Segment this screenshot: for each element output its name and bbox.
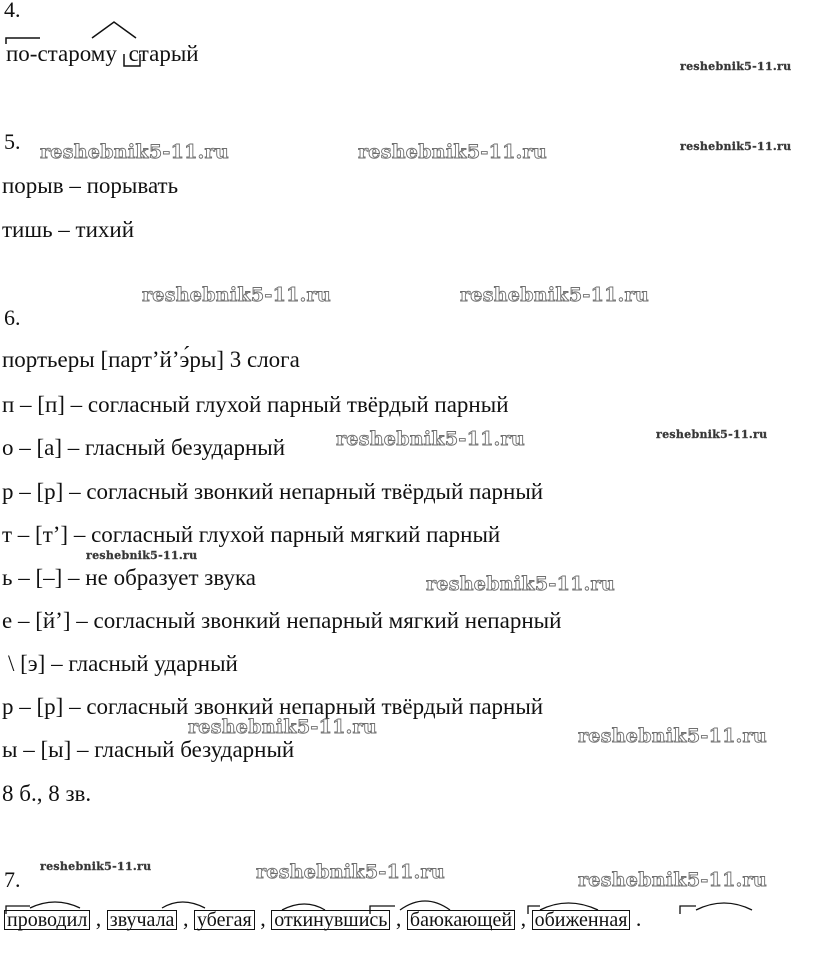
section-6-number: 6. bbox=[4, 305, 21, 330]
section-7-words bbox=[4, 905, 641, 933]
section-6-heading: портьеры [парт’й’э́ры] 3 слога bbox=[2, 347, 300, 372]
separator: , bbox=[520, 906, 527, 931]
separator: , bbox=[182, 906, 189, 931]
word-2: звучала bbox=[107, 910, 178, 930]
watermark: reshebnik5-11.ru bbox=[578, 869, 767, 891]
watermark: reshebnik5-11.ru bbox=[188, 716, 377, 738]
phoneme-line-5: ь – [–] – не образует звука bbox=[2, 565, 256, 590]
watermark: reshebnik5-11.ru bbox=[578, 725, 767, 747]
phoneme-line-8: р – [р] – согласный звонкий непарный твёрдый парный bbox=[2, 694, 544, 719]
watermark: reshebnik5-11.ru bbox=[460, 284, 649, 306]
sentence-end: . bbox=[635, 906, 642, 931]
watermark: reshebnik5-11.ru bbox=[142, 284, 331, 306]
watermark: reshebnik5-11.ru bbox=[40, 141, 229, 163]
watermark: reshebnik5-11.ru bbox=[358, 141, 547, 163]
section-5-number: 5. bbox=[4, 129, 21, 154]
separator: , bbox=[260, 906, 266, 931]
phoneme-summary: 8 б., 8 зв. bbox=[2, 781, 92, 806]
separator: , bbox=[95, 906, 102, 931]
section-5-line-2: тишь – тихий bbox=[2, 217, 135, 242]
word-3: убегая bbox=[194, 910, 255, 930]
prefix-mark bbox=[6, 38, 40, 44]
separator: , bbox=[395, 906, 402, 931]
watermark: reshebnik5-11.ru bbox=[656, 428, 768, 441]
watermark: reshebnik5-11.ru bbox=[336, 428, 525, 450]
watermark: reshebnik5-11.ru bbox=[680, 140, 792, 153]
phoneme-line-9: ы – [ы] – гласный безударный bbox=[2, 737, 295, 762]
watermark: reshebnik5-11.ru bbox=[426, 573, 615, 595]
root-word: старый bbox=[128, 41, 199, 66]
phoneme-line-7: \ [э] – гласный ударный bbox=[8, 651, 238, 676]
word-po-staromu: по-старому bbox=[6, 41, 117, 66]
section-4-number: 4. bbox=[4, 0, 21, 22]
word-6: обиженная bbox=[532, 910, 631, 930]
section-5-line-1: порыв – порывать bbox=[2, 173, 179, 198]
ending-mark bbox=[124, 54, 140, 66]
phoneme-line-6: е – [й’] – согласный звонкий непарный мягкий непарный bbox=[2, 608, 562, 633]
word-1: проводил bbox=[4, 910, 90, 930]
root-mark bbox=[92, 22, 136, 38]
watermark: reshebnik5-11.ru bbox=[86, 549, 198, 562]
watermark: reshebnik5-11.ru bbox=[40, 860, 152, 873]
watermark: reshebnik5-11.ru bbox=[680, 60, 792, 73]
phoneme-line-4: т – [т’] – согласный глухой парный мягкий парный bbox=[2, 522, 501, 547]
phoneme-line-3: р – [р] – согласный звонкий непарный твёрдый парный bbox=[2, 479, 544, 504]
word-4: откинувшись bbox=[271, 910, 390, 930]
section-7-number: 7. bbox=[4, 867, 21, 892]
word-5: баюкающей bbox=[407, 910, 515, 930]
watermark: reshebnik5-11.ru bbox=[256, 861, 445, 883]
phoneme-line-1: п – [п] – согласный глухой парный твёрдый парный bbox=[2, 392, 509, 417]
phoneme-line-2: о – [а] – гласный безударный bbox=[2, 435, 286, 460]
